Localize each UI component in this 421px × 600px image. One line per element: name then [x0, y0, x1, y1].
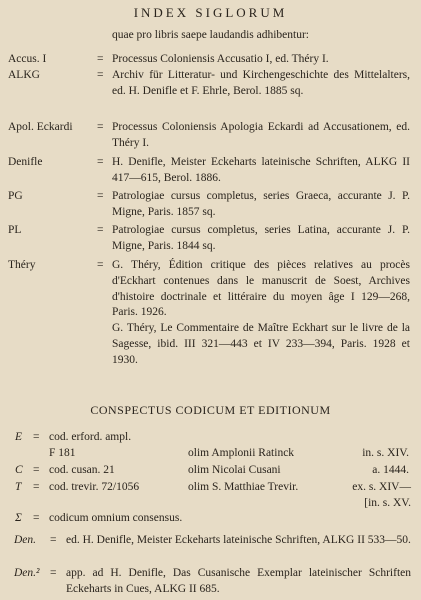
codex-provenance: olim Nicolai Cusani [188, 464, 281, 476]
equals-sign: = [50, 534, 57, 546]
siglum-abbr: PG [8, 190, 23, 202]
codex-provenance: olim Amplonii Ratinck [188, 447, 295, 459]
codex-siglum: Σ [15, 512, 22, 524]
codex-description: codicum omnium consensus. [49, 512, 183, 524]
siglum-description: G. Théry, Édition critique des pièces relatives au procès d'Eckhart contenues dans le manuscrit de Soest, Archives d'histoire doctrinale et littéraire du moyen âge I 129—268, Paris. 1926. G. Théry, Le Commentaire de Maître Eckhart sur le livre de la Sagesse, ibid. III 321—443 et IV 233—394, Paris. 1928 et 1930. [112, 259, 410, 366]
codex-date-continued: [in. s. XV. [364, 497, 411, 509]
siglum-abbr: PL [8, 224, 22, 236]
equals-sign: = [50, 567, 57, 579]
index-subtitle: quae pro libris saepe laudandis adhibentur: [111, 29, 310, 41]
equals-sign: = [33, 512, 40, 524]
codex-siglum: C [15, 464, 23, 476]
siglum-description: Processus Coloniensis Accusatio I, ed. Théry I. [112, 53, 329, 65]
equals-sign: = [33, 431, 40, 443]
codex-date: a. 1444. [372, 464, 409, 476]
siglum-abbr: Théry [8, 259, 36, 271]
edition-description: app. ad H. Denifle, Das Cusanische Exemplar lateinischer Schriften Eckeharts in Cues, ALKG II 685. [66, 567, 411, 595]
siglum-description: Patrologiae cursus completus, series Graeca, accurante J. P. Migne, Paris. 1857 sq. [112, 190, 410, 218]
equals-sign: = [97, 190, 104, 202]
codex-date: ex. s. XIV— [352, 481, 411, 493]
equals-sign: = [33, 481, 40, 493]
codex-description: cod. cusan. 21 [49, 464, 115, 476]
edition-description: ed. H. Denifle, Meister Eckeharts lateinische Schriften, ALKG II 533—50. [66, 534, 411, 546]
codex-description: cod. erford. ampl. [49, 431, 132, 443]
siglum-abbr: ALKG [8, 69, 40, 81]
equals-sign: = [97, 156, 104, 168]
codex-siglum: T [15, 481, 22, 493]
conspectus-title: CONSPECTUS CODICUM ET EDITIONUM [90, 403, 331, 417]
edition-siglum: Den.² [14, 567, 40, 579]
codex-provenance: olim S. Matthiae Trevir. [188, 481, 299, 493]
siglum-abbr: Denifle [8, 156, 43, 168]
codex-shelfmark: F 181 [49, 447, 76, 459]
siglum-description: Archiv für Litteratur- und Kirchengeschichte des Mittelalters, ed. H. Denifle et F. Ehrle, Berol. 1885 sq. [112, 69, 410, 97]
equals-sign: = [97, 224, 104, 236]
codex-siglum: E [15, 431, 23, 443]
codex-description: cod. trevir. 72/1056 [49, 481, 140, 493]
index-title: INDEX SIGLORUM [133, 5, 288, 20]
siglum-abbr: Accus. I [8, 53, 47, 65]
equals-sign: = [97, 259, 104, 271]
siglum-description: Patrologiae cursus completus, series Latina, accurante J. P. Migne, Paris. 1844 sq. [112, 224, 410, 252]
equals-sign: = [97, 121, 104, 133]
siglum-description: H. Denifle, Meister Eckeharts lateinische Schriften, ALKG II 417—615, Berol. 1886. [112, 156, 410, 184]
equals-sign: = [97, 69, 104, 81]
codex-date: in. s. XIV. [362, 447, 409, 459]
siglum-description: Processus Coloniensis Apologia Eckardi ad Accusationem, ed. Théry I. [112, 121, 410, 149]
equals-sign: = [33, 464, 40, 476]
equals-sign: = [97, 53, 104, 65]
siglum-abbr: Apol. Eckardi [8, 121, 73, 133]
edition-siglum: Den. [14, 534, 37, 546]
